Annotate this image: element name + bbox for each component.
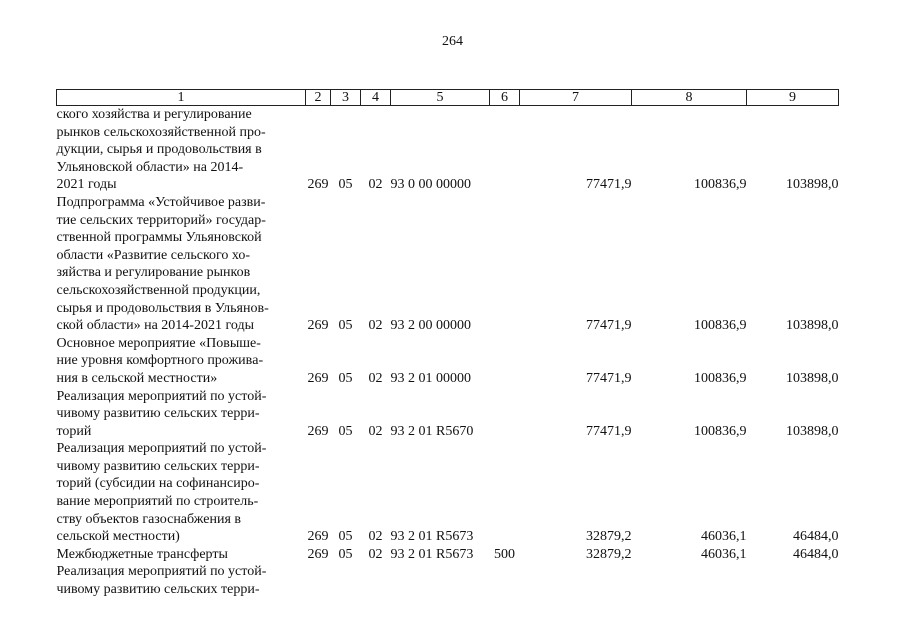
item-name-line: дукции, сырья и продовольствия в [56,142,262,158]
section-code-cell: 05 [338,423,353,439]
item-name-line: ского хозяйства и регулирование [56,107,252,122]
admin-code-cell: 269 [307,529,329,545]
amount-col8-cell [632,563,747,598]
expense-type-cell [490,335,520,388]
item-name-line: рынков сельскохозяйственной про- [56,124,266,140]
item-name-line: ственной программы Ульяновской [56,230,262,246]
table-row [57,194,839,335]
table-row [57,106,839,194]
amount-col8-cell: 100836,9 [694,423,747,439]
column-header: 4 [361,90,391,106]
target-article-cell: 93 2 01 R5673 [390,546,474,562]
target-article-cell [391,563,490,598]
amount-col7-cell: 77471,9 [586,177,632,193]
admin-code-cell: 269 [307,318,329,334]
item-name-cell [57,335,306,388]
expense-type-cell [490,440,520,546]
item-name-line: 2021 годы [56,177,117,193]
amount-col8-cell: 100836,9 [694,318,747,334]
section-code-cell: 05 [338,370,353,386]
expense-type-cell [490,106,520,194]
table-row [57,563,839,598]
amount-col7-cell: 32879,2 [586,529,632,545]
amount-col8-cell: 46036,1 [701,546,747,562]
item-name-line: Подпрограмма «Устойчивое разви- [56,194,266,210]
item-name-line: чивому развитию сельских терри- [56,458,260,474]
section-code-cell: 05 [338,546,353,562]
subsection-code-cell: 02 [368,529,383,545]
column-header: 3 [331,90,361,106]
item-name-cell [57,563,306,598]
section-code-cell: 05 [338,177,353,193]
admin-code-cell: 269 [307,546,329,562]
table-row [57,440,839,546]
column-header: 9 [747,90,839,106]
subsection-code-cell: 02 [368,370,383,386]
item-name-line: сырья и продовольствия в Ульянов- [56,300,269,316]
expense-type-cell [490,563,520,598]
expense-type-cell: 500 [494,546,515,562]
item-name-cell [57,388,306,441]
amount-col8-cell: 100836,9 [694,177,747,193]
header-row [57,90,839,106]
item-name-cell [57,106,306,194]
amount-col7-cell: 77471,9 [586,423,632,439]
section-code-cell: 05 [338,318,353,334]
section-code-cell: 05 [338,529,353,545]
budget-table [56,89,839,599]
item-name-line: Основное мероприятие «Повыше- [56,335,261,351]
amount-col8-cell: 46036,1 [701,529,747,545]
column-header: 8 [632,90,747,106]
item-name-line: области «Развитие сельского хо- [56,247,251,263]
subsection-code-cell: 02 [368,177,383,193]
amount-col7-cell [520,563,632,598]
subsection-code-cell: 02 [368,318,383,334]
item-name-line: Ульяновской области» на 2014- [56,159,244,175]
item-name-cell [57,440,306,546]
column-header: 6 [490,90,520,106]
target-article-cell: 93 2 01 00000 [390,370,471,386]
admin-code-cell [306,563,331,598]
target-article-cell: 93 0 00 00000 [390,177,471,193]
amount-col8-cell: 100836,9 [694,370,747,386]
amount-col9-cell: 103898,0 [786,370,839,386]
target-article-cell: 93 2 01 R5673 [390,529,474,545]
column-header: 1 [57,90,306,106]
item-name-line: Реализация мероприятий по устой- [56,564,267,580]
table-row [57,335,839,388]
item-name-line: ния в сельской местности» [56,370,218,386]
expense-type-cell [490,388,520,441]
amount-col9-cell: 46484,0 [793,546,839,562]
item-name-line: ской области» на 2014-2021 годы [56,318,254,334]
amount-col9-cell: 103898,0 [786,177,839,193]
column-header: 7 [520,90,632,106]
item-name-line: чивому развитию сельских терри- [56,406,260,422]
section-code-cell [331,563,361,598]
amount-col7-cell: 77471,9 [586,318,632,334]
column-header: 5 [391,90,490,106]
item-name-line: сельской местности) [56,529,180,545]
amount-col7-cell: 77471,9 [586,370,632,386]
admin-code-cell: 269 [307,423,329,439]
item-name-line: торий (субсидии на софинансиро- [56,476,260,492]
amount-col9-cell [747,563,839,598]
admin-code-cell: 269 [307,370,329,386]
page-number: 264 [442,34,463,49]
table-body [57,106,839,599]
item-name-line: Реализация мероприятий по устой- [56,441,267,457]
amount-col9-cell: 103898,0 [786,318,839,334]
item-name-line: ние уровня комфортного проживa- [56,353,264,369]
admin-code-cell: 269 [307,177,329,193]
item-name-line: тие сельских территорий» государ- [56,212,266,228]
item-name-line: торий [56,423,92,439]
item-name-line: сельскохозяйственной продукции, [56,282,261,298]
column-header: 2 [306,90,331,106]
target-article-cell: 93 2 00 00000 [390,318,471,334]
subsection-code-cell: 02 [368,546,383,562]
table-row [57,388,839,441]
item-name-line: ству объектов газоснабжения в [56,511,242,527]
item-name-line: Межбюджетные трансферты [56,546,228,562]
item-name-cell [57,194,306,335]
item-name-cell [57,546,306,564]
amount-col9-cell: 46484,0 [793,529,839,545]
item-name-line: зяйства и регулирование рынков [56,265,251,281]
table-row [57,546,839,564]
subsection-code-cell [361,563,391,598]
item-name-line: Реализация мероприятий по устой- [56,388,267,404]
item-name-line: чивому развитию сельских терри- [56,582,260,598]
expense-type-cell [490,194,520,335]
target-article-cell: 93 2 01 R5670 [390,423,474,439]
subsection-code-cell: 02 [368,423,383,439]
item-name-line: вание мероприятий по строитель- [56,494,259,510]
amount-col9-cell: 103898,0 [786,423,839,439]
amount-col7-cell: 32879,2 [586,546,632,562]
